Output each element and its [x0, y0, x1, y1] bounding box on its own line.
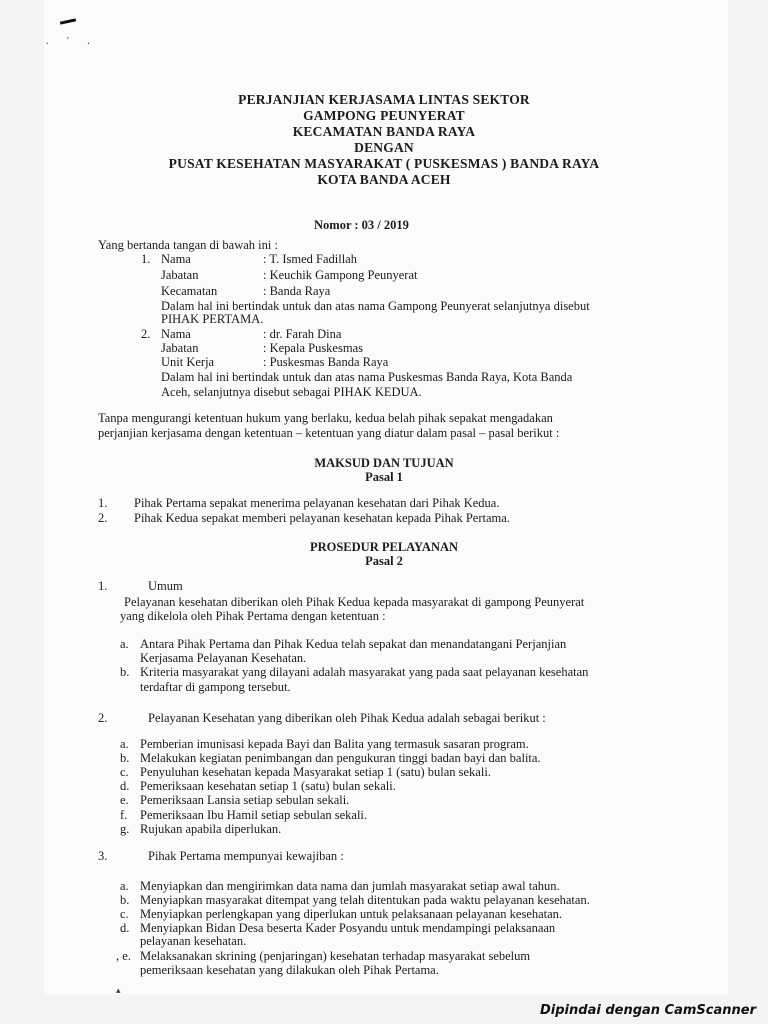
party2-unit-label: Unit Kerja — [161, 355, 215, 369]
party2-nama-value: : dr. Farah Dina — [263, 327, 342, 341]
p3-item-b-letter: b. — [120, 893, 130, 907]
p3-item-a: Menyiapkan dan mengirimkan data nama dan jumlah masyarakat setiap awal tahun. — [140, 879, 560, 893]
header-line-1: PERJANJIAN KERJASAMA LINTAS SEKTOR — [238, 92, 530, 107]
p1-item-a: Antara Pihak Pertama dan Pihak Kedua telah sepakat dan menandatangani Perjanjian — [140, 637, 567, 651]
p2-item-g: Rujukan apabila diperlukan. — [140, 822, 282, 836]
p1-item-b-cont: terdaftar di gampong tersebut. — [140, 680, 291, 694]
p2-item-b: Melakukan kegiatan penimbangan dan pengukuran tinggi badan bayi dan balita. — [140, 751, 541, 765]
section1-item-2: Pihak Kedua sepakat memberi pelayanan kesehatan kepada Pihak Pertama. — [134, 511, 510, 525]
party1-kecamatan-label: Kecamatan — [161, 284, 218, 298]
p1-item-a-letter: a. — [120, 637, 129, 651]
party2-unit-value: : Puskesmas Banda Raya — [263, 355, 389, 369]
p2-item-f: Pemeriksaan Ibu Hamil setiap sebulan sekali. — [140, 808, 368, 822]
p3-item-d-cont: pelayanan kesehatan. — [140, 934, 247, 948]
scan-specks: . ' . — [46, 36, 98, 47]
p3-heading: Pihak Pertama mempunyai kewajiban : — [148, 849, 344, 863]
party1-jabatan-value: : Keuchik Gampong Peunyerat — [263, 268, 418, 282]
p2-heading: Pelayanan Kesehatan yang diberikan oleh Pihak Kedua adalah sebagai berikut : — [148, 711, 546, 725]
p3-item-c-letter: c. — [120, 907, 129, 921]
p2-item-c-letter: c. — [120, 765, 129, 779]
p2-item-e-letter: e. — [120, 793, 129, 807]
party2-jabatan-value: : Kepala Puskesmas — [263, 341, 363, 355]
scan-speck: ▴ — [116, 985, 121, 995]
party1-description-cont: PIHAK PERTAMA. — [161, 312, 264, 326]
p1-heading: Umum — [148, 579, 183, 593]
p3-item-b: Menyiapkan masyarakat ditempat yang telah ditentukan pada waktu pelayanan kesehatan. — [140, 893, 590, 907]
p3-item-e: Melaksanakan skrining (penjaringan) kesehatan terhadap masyarakat sebelum — [140, 949, 531, 963]
preamble-line-1: Tanpa mengurangi ketentuan hukum yang berlaku, kedua belah pihak sepakat mengadakan — [98, 411, 553, 425]
p3-item-e-cont: pemeriksaan kesehatan yang dilakukan oleh Pihak Pertama. — [140, 963, 439, 977]
p3-item-a-letter: a. — [120, 879, 129, 893]
party2-description-cont: Aceh, selanjutnya disebut sebagai PIHAK KEDUA. — [161, 385, 422, 399]
p2-item-e: Pemeriksaan Lansia setiap sebulan sekali. — [140, 793, 350, 807]
party1-jabatan-label: Jabatan — [161, 268, 199, 282]
p3-item-d: Menyiapkan Bidan Desa beserta Kader Posyandu untuk mendampingi pelaksanaan — [140, 921, 556, 935]
p2-item-d: Pemeriksaan kesehatan setiap 1 (satu) bulan sekali. — [140, 779, 396, 793]
p2-item-b-letter: b. — [120, 751, 130, 765]
p2-number: 2. — [98, 711, 108, 725]
p1-line-1: Pelayanan kesehatan diberikan oleh Pihak Kedua kepada masyarakat di gampong Peunyerat — [124, 595, 585, 609]
header-line-6: KOTA BANDA ACEH — [317, 172, 451, 187]
p2-item-d-letter: d. — [120, 779, 130, 793]
p3-item-c: Menyiapkan perlengkapan yang diperlukan untuk pelaksanaan pelayanan kesehatan. — [140, 907, 563, 921]
section2-pasal: Pasal 2 — [365, 554, 403, 568]
header-line-4: DENGAN — [354, 140, 414, 155]
party1-kecamatan-value: : Banda Raya — [263, 284, 331, 298]
p3-item-e-letter: , e. — [116, 949, 131, 963]
preamble-line-2: perjanjian kerjasama dengan ketentuan – ketentuan yang diatur dalam pasal – pasal berikut : — [98, 426, 560, 440]
party1-nama-value: : T. Ismed Fadillah — [263, 252, 357, 266]
p2-item-g-letter: g. — [120, 822, 130, 836]
intro-text: Yang bertanda tangan di bawah ini : — [98, 238, 278, 252]
header-line-2: GAMPONG PEUNYERAT — [303, 108, 465, 123]
section1-title: MAKSUD DAN TUJUAN — [314, 456, 454, 470]
p2-item-f-letter: f. — [120, 808, 128, 822]
section1-item-1-number: 1. — [98, 496, 108, 510]
p2-item-a: Pemberian imunisasi kepada Bayi dan Balita yang termasuk sasaran program. — [140, 737, 529, 751]
camscanner-watermark: Dipindai dengan CamScanner — [540, 1003, 756, 1018]
document-number: Nomor : 03 / 2019 — [314, 218, 409, 232]
section1-pasal: Pasal 1 — [365, 470, 403, 484]
p1-item-a-cont: Kerjasama Pelayanan Kesehatan. — [140, 651, 307, 665]
p3-item-d-letter: d. — [120, 921, 130, 935]
p2-item-a-letter: a. — [120, 737, 129, 751]
party2-jabatan-label: Jabatan — [161, 341, 199, 355]
header-line-5: PUSAT KESEHATAN MASYARAKAT ( PUSKESMAS ) BANDA RAYA — [168, 156, 600, 171]
p3-number: 3. — [98, 849, 108, 863]
header-line-3: KECAMATAN BANDA RAYA — [292, 124, 476, 139]
party2-nama-label: Nama — [161, 327, 191, 341]
section1-item-1: Pihak Pertama sepakat menerima pelayanan kesehatan dari Pihak Kedua. — [134, 496, 500, 510]
party1-nama-label: Nama — [161, 252, 191, 266]
party2-description: Dalam hal ini bertindak untuk dan atas nama Puskesmas Banda Raya, Kota Banda — [161, 370, 573, 384]
section2-title: PROSEDUR PELAYANAN — [309, 540, 459, 554]
section1-item-2-number: 2. — [98, 511, 108, 525]
p1-item-b-letter: b. — [120, 665, 130, 679]
p2-item-c: Penyuluhan kesehatan kepada Masyarakat setiap 1 (satu) bulan sekali. — [140, 765, 491, 779]
party2-number: 2. — [141, 327, 151, 341]
party1-number: 1. — [141, 252, 151, 266]
p1-number: 1. — [98, 579, 108, 593]
p1-item-b: Kriteria masyarakat yang dilayani adalah masyarakat yang pada saat pelayanan kesehatan — [140, 665, 589, 679]
p1-line-2: yang dikelola oleh Pihak Pertama dengan ketentuan : — [120, 609, 386, 623]
party1-description: Dalam hal ini bertindak untuk dan atas nama Gampong Peunyerat selanjutnya disebut — [161, 299, 590, 313]
